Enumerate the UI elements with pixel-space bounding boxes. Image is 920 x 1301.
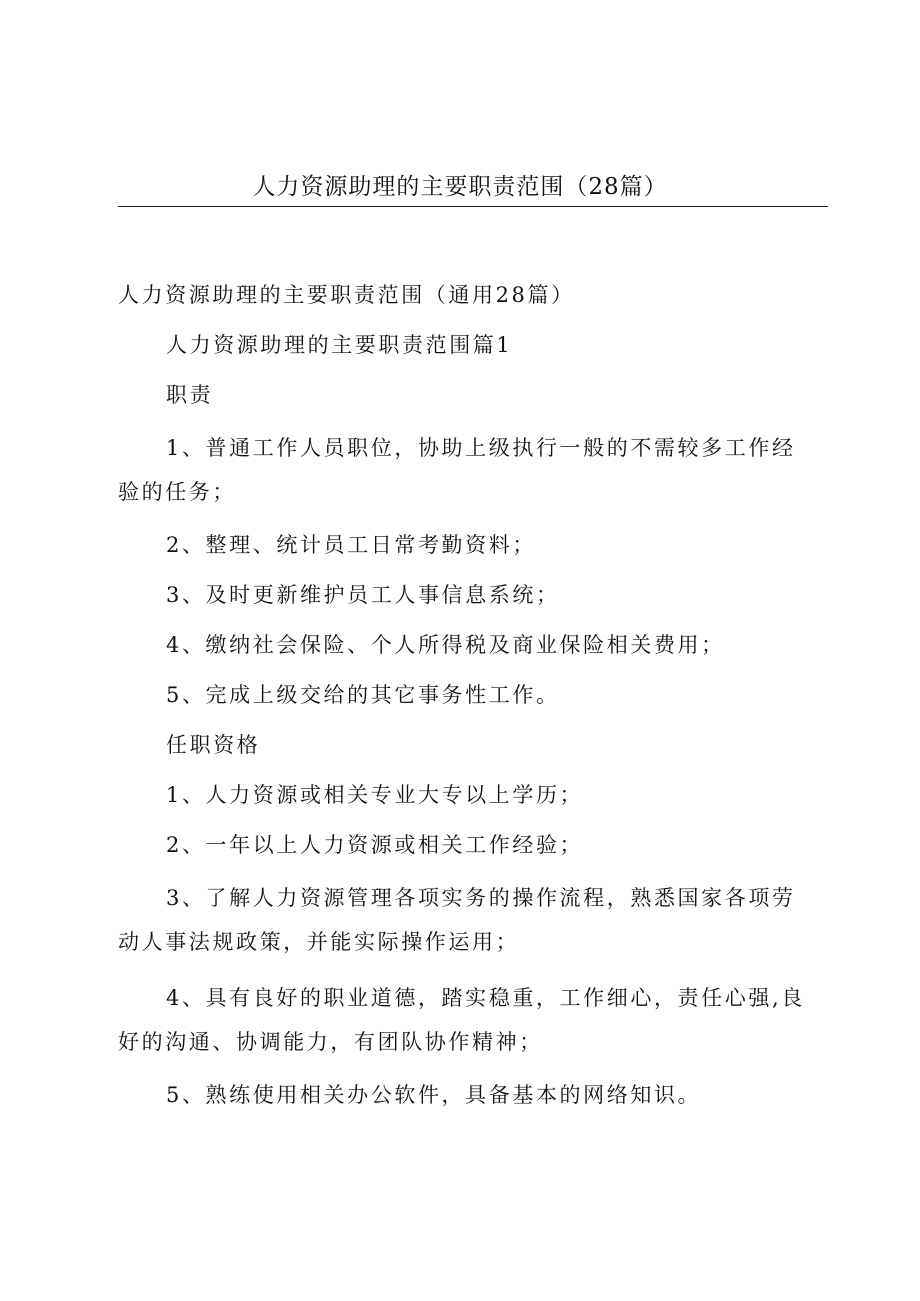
document-body <box>118 276 818 1126</box>
title-underline-rule <box>118 206 828 207</box>
qualification-item-2: 2、一年以上人力资源或相关工作经验； <box>166 833 584 857</box>
qualification-item-4: 4、具有良好的职业道德，踏实稳重，工作细心，责任心强,良好的沟通、协调能力，有团队协作精神； <box>118 986 805 1054</box>
qualification-item-3: 3、了解人力资源管理各项实务的操作流程，熟悉国家各项劳动人事法规政策，并能实际操作运用； <box>118 886 796 954</box>
document-title: 人力资源助理的主要职责范围（28篇） <box>252 174 668 200</box>
duty-item-1: 1、普通工作人员职位，协助上级执行一般的不需较多工作经验的任务； <box>118 436 796 504</box>
duty-item-2: 2、整理、统计员工日常考勤资料； <box>166 533 536 557</box>
duty-item-5: 5、完成上级交给的其它事务性工作。 <box>166 683 560 707</box>
section-heading: 人力资源助理的主要职责范围篇1 <box>166 333 513 357</box>
qualification-item-1: 1、人力资源或相关专业大专以上学历； <box>166 783 584 807</box>
qualification-item-5: 5、熟练使用相关办公软件，具备基本的网络知识。 <box>166 1083 702 1107</box>
duty-item-4: 4、缴纳社会保险、个人所得税及商业保险相关费用； <box>166 633 725 657</box>
document-subtitle: 人力资源助理的主要职责范围（通用28篇） <box>118 283 575 307</box>
duties-heading: 职责 <box>166 383 214 407</box>
qualifications-heading: 任职资格 <box>166 733 261 757</box>
duty-item-3: 3、及时更新维护员工人事信息系统； <box>166 583 560 607</box>
